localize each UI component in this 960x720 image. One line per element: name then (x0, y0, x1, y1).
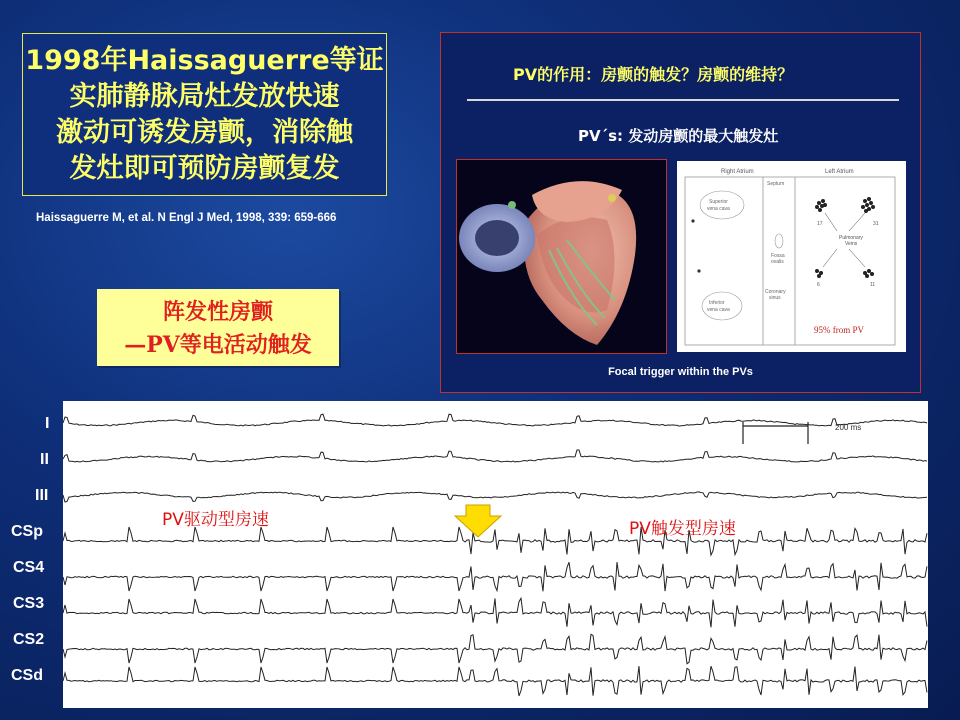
ecg-trace (63, 598, 927, 627)
map-left-atrium: Left Atrium (825, 169, 854, 175)
af-label-line1: 阵发性房颤 (162, 299, 273, 325)
map-percent: 95% from PV (814, 325, 864, 335)
map-pv-2: Veins (845, 241, 858, 247)
title-line: 激动可诱发房颤，消除触 (55, 116, 353, 148)
map-ivc-2: vena cava (707, 307, 730, 313)
lead-label-ii: II (40, 451, 49, 468)
scale-bar (743, 422, 808, 444)
map-coronary-1: Coronary (765, 289, 786, 295)
title-line: 实肺静脉局灶发放快速 (69, 80, 340, 112)
ecg-tracings (63, 401, 928, 708)
map-right-atrium: Right Atrium (721, 169, 754, 175)
heart-drawing (457, 160, 666, 353)
panel-subtitle: PV´s: 发动房颤的最大触发灶 (578, 127, 779, 145)
map-pv-1: Pulmonary (839, 235, 863, 241)
map-septum: Septum (767, 181, 785, 187)
map-fossa-2: ovalis (771, 259, 784, 265)
map-ivc-1: Inferior (709, 300, 725, 306)
ecg-tracing-panel (63, 401, 928, 708)
lead-label-cs4: CS4 (13, 559, 45, 576)
title-text (25, 43, 383, 187)
map-count-31: 31 (873, 221, 879, 227)
lead-label-csd: CSd (11, 667, 43, 684)
map-fossa-1: Fossa (771, 253, 785, 259)
map-count-6: 6 (817, 282, 820, 288)
title-line: 1998年Haissaguerre等证 (25, 44, 384, 76)
ecg-trace (63, 450, 927, 462)
lead-label-csp: CSp (11, 523, 43, 540)
af-label-line2: —PV等电活动触发 (124, 332, 312, 358)
pv-focus-map (677, 161, 906, 352)
lead-label-iii: III (35, 487, 49, 504)
map-count-11: 11 (870, 282, 876, 288)
ecg-trace (63, 527, 927, 555)
scale-bar-label: 200 ms (835, 423, 862, 432)
label-pv-triggered: PV触发型房速 (629, 519, 736, 539)
ecg-trace (63, 492, 927, 502)
ecg-trace (63, 414, 927, 426)
ecg-trace (63, 562, 927, 591)
lead-label-cs3: CS3 (13, 595, 45, 612)
ecg-trace (63, 666, 927, 696)
pv-map-drawing (677, 161, 906, 352)
ecg-trace (63, 634, 927, 663)
af-label-box (97, 289, 339, 366)
map-coronary-2: sinus (769, 295, 781, 301)
panel-caption: Focal trigger within the PVs (608, 366, 753, 378)
map-svc-2: vena cava (707, 206, 730, 212)
label-pv-driven: PV驱动型房速 (162, 510, 269, 530)
title-line: 发灶即可预防房颤复发 (69, 152, 340, 184)
citation: Haissaguerre M, et al. N Engl J Med, 1998, 339: 659-666 (36, 212, 337, 224)
map-count-17: 17 (817, 221, 823, 227)
map-svc-1: Superior (709, 199, 728, 205)
panel-title: PV的作用：房颤的触发？房颤的维持？ (513, 65, 794, 84)
panel-divider (467, 99, 899, 101)
lead-label-i: I (45, 415, 50, 432)
lead-label-cs2: CS2 (13, 631, 45, 648)
title-box (22, 33, 387, 196)
pv-figure-panel (440, 32, 921, 393)
heart-illustration (456, 159, 667, 354)
